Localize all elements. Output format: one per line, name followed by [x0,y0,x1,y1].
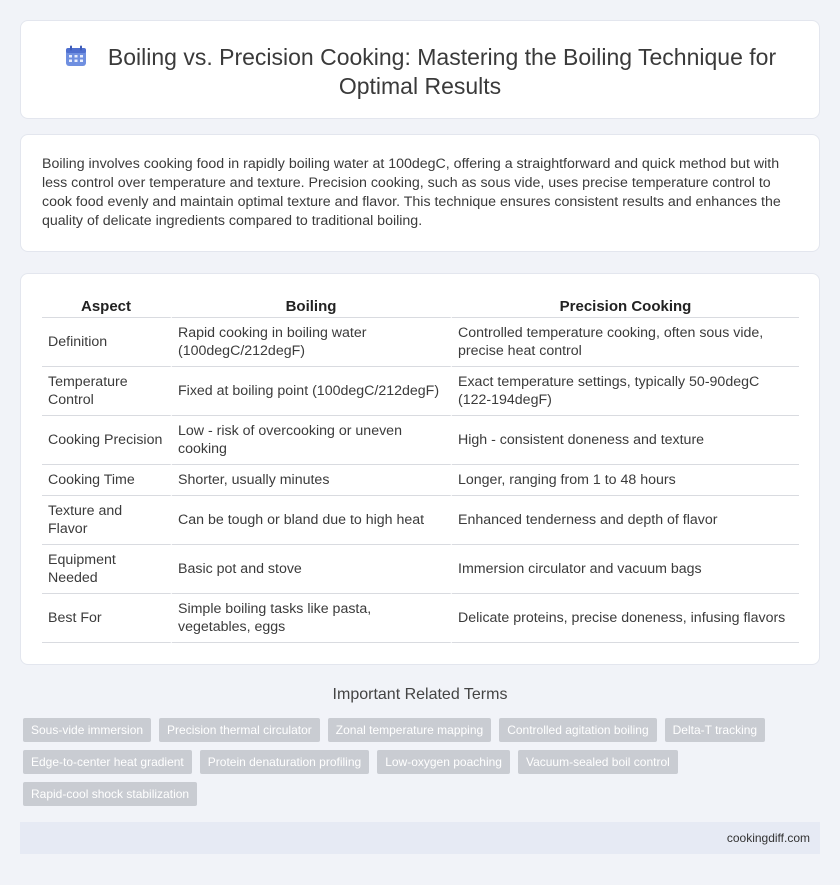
row-boiling: Fixed at boiling point (100degC/212degF) [172,367,452,416]
row-precision: Exact temperature settings, typically 50-90degC (122-194degF) [452,367,799,416]
term-tag[interactable]: Edge-to-center heat gradient [23,750,192,774]
table-header-row [42,296,799,318]
intro-paragraph: Boiling involves cooking food in rapidly boiling water at 100degC, offering a straightforward and quick method but with less control over temperature and texture. Precision cooking, such as sous vide, uses precise temperature control to cook food evenly and maintain optimal texture and flavor. This technique ensures consistent results and enhances the quality of delicate ingredients compared to traditional boiling. [42,156,781,229]
term-tag[interactable]: Vacuum-sealed boil control [518,750,678,774]
table-row [42,318,799,367]
row-boiling: Rapid cooking in boiling water (100degC/212degF) [172,318,452,367]
row-precision: Delicate proteins, precise doneness, infusing flavors [452,594,799,643]
row-boiling: Simple boiling tasks like pasta, vegetables, eggs [172,594,452,643]
page-title-text: Boiling vs. Precision Cooking: Mastering the Boiling Technique for Optimal Results [107,44,777,99]
row-aspect: Definition [42,318,172,367]
row-precision: Controlled temperature cooking, often sous vide, precise heat control [452,318,799,367]
row-boiling: Low - risk of overcooking or uneven cooking [172,416,452,465]
term-tag[interactable]: Low-oxygen poaching [377,750,510,774]
table-row [42,416,799,465]
table-row [42,465,799,496]
page-title [41,43,799,101]
row-precision: Longer, ranging from 1 to 48 hours [452,465,799,496]
row-aspect: Best For [42,594,172,643]
related-terms-heading: Important Related Terms [332,686,508,703]
comparison-card [20,273,820,665]
column-header-aspect: Aspect [42,296,172,318]
table-row [42,496,799,545]
term-tag[interactable]: Protein denaturation profiling [200,750,369,774]
table-row [42,367,799,416]
row-aspect: Texture and Flavor [42,496,172,545]
row-aspect: Temperature Control [42,367,172,416]
calendar-icon [64,44,88,68]
column-header-precision: Precision Cooking [452,296,799,318]
title-card [20,20,820,119]
table-row [42,545,799,594]
term-tag[interactable]: Controlled agitation boiling [499,718,656,742]
related-terms-list [23,718,783,806]
footer [20,822,820,854]
row-aspect: Equipment Needed [42,545,172,594]
row-precision: Enhanced tenderness and depth of flavor [452,496,799,545]
row-precision: High - consistent doneness and texture [452,416,799,465]
row-aspect: Cooking Time [42,465,172,496]
intro-card [20,134,820,252]
row-boiling: Basic pot and stove [172,545,452,594]
term-tag[interactable]: Precision thermal circulator [159,718,320,742]
footer-site-link[interactable]: cookingdiff.com [726,831,810,845]
row-aspect: Cooking Precision [42,416,172,465]
row-precision: Immersion circulator and vacuum bags [452,545,799,594]
term-tag[interactable]: Delta-T tracking [665,718,765,742]
column-header-boiling: Boiling [172,296,452,318]
comparison-table [42,296,799,643]
row-boiling: Shorter, usually minutes [172,465,452,496]
term-tag[interactable]: Rapid-cool shock stabilization [23,782,197,806]
row-boiling: Can be tough or bland due to high heat [172,496,452,545]
term-tag[interactable]: Zonal temperature mapping [328,718,491,742]
term-tag[interactable]: Sous-vide immersion [23,718,151,742]
table-row [42,594,799,643]
